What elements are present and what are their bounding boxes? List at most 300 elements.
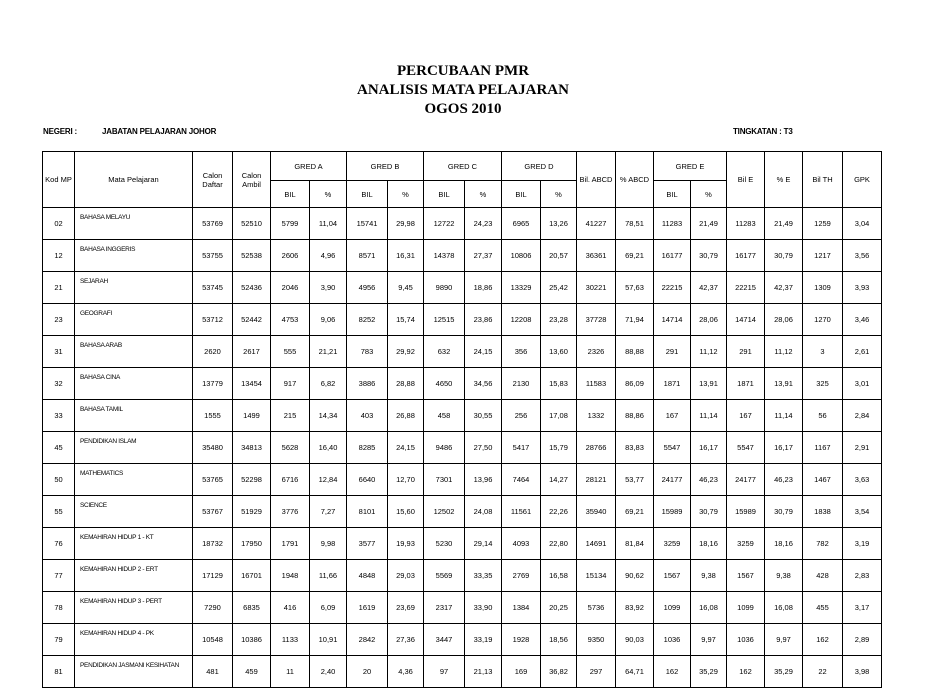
cell-gred-b-pct: 15,74	[388, 304, 424, 336]
cell-bil-e: 1099	[727, 592, 765, 624]
cell-calon-ambil: 52436	[233, 272, 271, 304]
cell-pct-e: 9,97	[765, 624, 803, 656]
title-line-3: OGOS 2010	[424, 101, 502, 117]
cell-bil-th: 22	[803, 656, 843, 688]
cell-gred-e-bil: 24177	[654, 464, 691, 496]
cell-gred-e-bil: 14714	[654, 304, 691, 336]
cell-calon-daftar: 17129	[193, 560, 233, 592]
cell-kod-mp: 55	[43, 496, 75, 528]
cell-gred-e-bil: 22215	[654, 272, 691, 304]
cell-bil-th: 428	[803, 560, 843, 592]
cell-gred-c-pct: 30,55	[465, 400, 502, 432]
cell-gred-c-bil: 458	[424, 400, 465, 432]
cell-calon-daftar: 53765	[193, 464, 233, 496]
cell-gred-a-pct: 16,40	[310, 432, 347, 464]
cell-pct-e: 11,12	[765, 336, 803, 368]
cell-calon-ambil: 459	[233, 656, 271, 688]
cell-gred-a-bil: 555	[271, 336, 310, 368]
cell-gred-a-pct: 3,90	[310, 272, 347, 304]
cell-bil-abcd: 11583	[577, 368, 616, 400]
cell-calon-ambil: 52538	[233, 240, 271, 272]
cell-pct-e: 21,49	[765, 208, 803, 240]
cell-bil-e: 11283	[727, 208, 765, 240]
cell-kod-mp: 23	[43, 304, 75, 336]
cell-bil-th: 1167	[803, 432, 843, 464]
cell-kod-mp: 77	[43, 560, 75, 592]
cell-gred-a-bil: 4753	[271, 304, 310, 336]
table-row	[43, 208, 882, 240]
cell-gred-e-bil: 1099	[654, 592, 691, 624]
cell-gpk: 2,89	[843, 624, 882, 656]
cell-bil-th: 455	[803, 592, 843, 624]
cell-gred-a-pct: 7,27	[310, 496, 347, 528]
cell-bil-th: 1309	[803, 272, 843, 304]
cell-bil-th: 1467	[803, 464, 843, 496]
cell-gred-a-pct: 6,82	[310, 368, 347, 400]
cell-calon-daftar: 53745	[193, 272, 233, 304]
cell-bil-e: 291	[727, 336, 765, 368]
cell-gred-c-bil: 14378	[424, 240, 465, 272]
cell-calon-ambil: 51929	[233, 496, 271, 528]
cell-kod-mp: 45	[43, 432, 75, 464]
cell-gred-c-pct: 21,13	[465, 656, 502, 688]
cell-gred-a-bil: 2606	[271, 240, 310, 272]
table-row	[43, 656, 882, 688]
report-title	[0, 62, 926, 119]
cell-gred-c-pct: 24,15	[465, 336, 502, 368]
cell-calon-ambil: 2617	[233, 336, 271, 368]
cell-bil-th: 162	[803, 624, 843, 656]
cell-gred-d-pct: 23,28	[541, 304, 577, 336]
cell-kod-mp: 02	[43, 208, 75, 240]
cell-gred-c-pct: 23,86	[465, 304, 502, 336]
cell-calon-daftar: 481	[193, 656, 233, 688]
table-row	[43, 432, 882, 464]
header-mata-pelajaran: Mata Pelajaran	[75, 152, 193, 208]
title-line-2: ANALISIS MATA PELAJARAN	[357, 82, 569, 98]
header-calon-daftar: Calon Daftar	[193, 152, 233, 208]
cell-mata-pelajaran: PENDIDIKAN JASMANI KESIHATAN	[75, 656, 193, 688]
cell-kod-mp: 78	[43, 592, 75, 624]
cell-gred-b-bil: 8101	[347, 496, 388, 528]
cell-gred-b-pct: 19,93	[388, 528, 424, 560]
cell-gred-d-pct: 16,58	[541, 560, 577, 592]
cell-gred-e-bil: 162	[654, 656, 691, 688]
cell-gred-b-pct: 24,15	[388, 432, 424, 464]
cell-gred-a-bil: 5799	[271, 208, 310, 240]
cell-bil-abcd: 36361	[577, 240, 616, 272]
header-gred-c: GRED C	[424, 152, 502, 181]
cell-gred-d-bil: 4093	[502, 528, 541, 560]
cell-kod-mp: 12	[43, 240, 75, 272]
cell-bil-th: 782	[803, 528, 843, 560]
cell-kod-mp: 32	[43, 368, 75, 400]
cell-calon-ambil: 10386	[233, 624, 271, 656]
cell-mata-pelajaran: SEJARAH	[75, 272, 193, 304]
cell-gred-c-bil: 2317	[424, 592, 465, 624]
header-calon-ambil: Calon Ambil	[233, 152, 271, 208]
cell-gpk: 2,61	[843, 336, 882, 368]
cell-pct-e: 30,79	[765, 240, 803, 272]
cell-gred-c-pct: 29,14	[465, 528, 502, 560]
cell-gred-a-bil: 1791	[271, 528, 310, 560]
cell-gred-e-bil: 1036	[654, 624, 691, 656]
cell-gred-a-bil: 6716	[271, 464, 310, 496]
cell-gred-a-pct: 11,04	[310, 208, 347, 240]
cell-pct-abcd: 57,63	[616, 272, 654, 304]
cell-gred-e-pct: 30,79	[691, 240, 727, 272]
cell-mata-pelajaran: GEOGRAFI	[75, 304, 193, 336]
cell-gred-a-bil: 1948	[271, 560, 310, 592]
cell-mata-pelajaran: BAHASA CINA	[75, 368, 193, 400]
cell-gred-b-pct: 29,92	[388, 336, 424, 368]
table-row	[43, 560, 882, 592]
cell-calon-daftar: 18732	[193, 528, 233, 560]
cell-bil-e: 14714	[727, 304, 765, 336]
cell-gred-a-bil: 3776	[271, 496, 310, 528]
subheader-pct: %	[541, 181, 577, 208]
cell-mata-pelajaran: BAHASA TAMIL	[75, 400, 193, 432]
cell-calon-daftar: 1555	[193, 400, 233, 432]
cell-gred-a-pct: 2,40	[310, 656, 347, 688]
cell-gred-d-bil: 2769	[502, 560, 541, 592]
cell-gred-e-bil: 3259	[654, 528, 691, 560]
cell-gred-a-bil: 917	[271, 368, 310, 400]
cell-gred-b-bil: 20	[347, 656, 388, 688]
cell-gpk: 2,91	[843, 432, 882, 464]
cell-gred-b-bil: 3577	[347, 528, 388, 560]
cell-gred-b-bil: 8252	[347, 304, 388, 336]
cell-pct-abcd: 83,83	[616, 432, 654, 464]
cell-pct-e: 11,14	[765, 400, 803, 432]
negeri-value: JABATAN PELAJARAN JOHOR	[102, 127, 217, 136]
cell-gred-a-bil: 11	[271, 656, 310, 688]
cell-calon-ambil: 1499	[233, 400, 271, 432]
cell-gred-c-bil: 4650	[424, 368, 465, 400]
cell-pct-abcd: 83,92	[616, 592, 654, 624]
cell-gred-e-bil: 167	[654, 400, 691, 432]
cell-gred-c-pct: 18,86	[465, 272, 502, 304]
cell-calon-ambil: 6835	[233, 592, 271, 624]
cell-gred-c-bil: 9890	[424, 272, 465, 304]
cell-gred-b-pct: 27,36	[388, 624, 424, 656]
tingkatan-label: TINGKATAN : T3	[733, 127, 793, 136]
cell-gred-b-pct: 9,45	[388, 272, 424, 304]
cell-gpk: 3,93	[843, 272, 882, 304]
cell-pct-abcd: 90,62	[616, 560, 654, 592]
cell-gred-a-pct: 11,66	[310, 560, 347, 592]
cell-gred-b-pct: 28,88	[388, 368, 424, 400]
table-row	[43, 272, 882, 304]
cell-calon-ambil: 16701	[233, 560, 271, 592]
cell-kod-mp: 31	[43, 336, 75, 368]
cell-bil-th: 1217	[803, 240, 843, 272]
cell-gred-d-pct: 17,08	[541, 400, 577, 432]
cell-gred-b-bil: 8571	[347, 240, 388, 272]
cell-gred-a-bil: 5628	[271, 432, 310, 464]
cell-gred-c-pct: 33,19	[465, 624, 502, 656]
cell-gpk: 3,19	[843, 528, 882, 560]
subheader-bil: BIL	[271, 181, 310, 208]
cell-gred-a-bil: 2046	[271, 272, 310, 304]
cell-gred-e-pct: 11,12	[691, 336, 727, 368]
cell-gpk: 3,98	[843, 656, 882, 688]
cell-gpk: 2,84	[843, 400, 882, 432]
cell-bil-th: 3	[803, 336, 843, 368]
cell-gred-a-pct: 9,06	[310, 304, 347, 336]
cell-calon-daftar: 2620	[193, 336, 233, 368]
table-row	[43, 336, 882, 368]
cell-gred-a-pct: 10,91	[310, 624, 347, 656]
cell-gred-c-pct: 13,96	[465, 464, 502, 496]
cell-gred-d-bil: 5417	[502, 432, 541, 464]
cell-gred-d-bil: 1928	[502, 624, 541, 656]
cell-gred-d-bil: 356	[502, 336, 541, 368]
cell-gred-b-pct: 26,88	[388, 400, 424, 432]
table-row	[43, 624, 882, 656]
cell-gred-a-pct: 14,34	[310, 400, 347, 432]
cell-pct-e: 46,23	[765, 464, 803, 496]
cell-pct-abcd: 78,51	[616, 208, 654, 240]
cell-gred-b-bil: 15741	[347, 208, 388, 240]
cell-gred-e-bil: 291	[654, 336, 691, 368]
header-gred-d: GRED D	[502, 152, 577, 181]
cell-pct-e: 18,16	[765, 528, 803, 560]
cell-gred-b-pct: 12,70	[388, 464, 424, 496]
table-row	[43, 240, 882, 272]
cell-pct-abcd: 69,21	[616, 496, 654, 528]
cell-pct-abcd: 71,94	[616, 304, 654, 336]
cell-kod-mp: 33	[43, 400, 75, 432]
header-pct-e: % E	[765, 152, 803, 208]
cell-gred-c-bil: 12722	[424, 208, 465, 240]
title-line-1: PERCUBAAN PMR	[396, 63, 530, 79]
cell-bil-th: 1270	[803, 304, 843, 336]
cell-bil-th: 1259	[803, 208, 843, 240]
cell-gred-c-bil: 9486	[424, 432, 465, 464]
subheader-pct: %	[388, 181, 424, 208]
cell-gred-d-pct: 15,79	[541, 432, 577, 464]
cell-kod-mp: 76	[43, 528, 75, 560]
cell-pct-abcd: 88,88	[616, 336, 654, 368]
cell-gred-a-bil: 416	[271, 592, 310, 624]
cell-pct-abcd: 69,21	[616, 240, 654, 272]
cell-mata-pelajaran: BAHASA MELAYU	[75, 208, 193, 240]
subheader-bil: BIL	[424, 181, 465, 208]
cell-gred-d-pct: 13,60	[541, 336, 577, 368]
cell-pct-e: 42,37	[765, 272, 803, 304]
cell-gred-d-bil: 6965	[502, 208, 541, 240]
cell-gpk: 3,46	[843, 304, 882, 336]
cell-gred-e-bil: 1567	[654, 560, 691, 592]
cell-gred-d-bil: 256	[502, 400, 541, 432]
cell-bil-e: 167	[727, 400, 765, 432]
cell-bil-abcd: 297	[577, 656, 616, 688]
cell-bil-e: 162	[727, 656, 765, 688]
cell-gred-c-bil: 12515	[424, 304, 465, 336]
cell-kod-mp: 21	[43, 272, 75, 304]
cell-gpk: 3,17	[843, 592, 882, 624]
cell-calon-ambil: 52442	[233, 304, 271, 336]
cell-bil-abcd: 14691	[577, 528, 616, 560]
cell-gred-d-pct: 13,26	[541, 208, 577, 240]
cell-gred-e-pct: 30,79	[691, 496, 727, 528]
cell-gred-d-bil: 12208	[502, 304, 541, 336]
cell-gred-e-pct: 46,23	[691, 464, 727, 496]
table-body	[43, 208, 882, 688]
cell-gred-e-pct: 16,08	[691, 592, 727, 624]
cell-gpk: 3,01	[843, 368, 882, 400]
cell-pct-abcd: 86,09	[616, 368, 654, 400]
table-row	[43, 368, 882, 400]
cell-bil-e: 1567	[727, 560, 765, 592]
cell-gred-c-pct: 33,35	[465, 560, 502, 592]
cell-bil-e: 5547	[727, 432, 765, 464]
cell-bil-e: 1871	[727, 368, 765, 400]
cell-pct-abcd: 64,71	[616, 656, 654, 688]
cell-mata-pelajaran: KEMAHIRAN HIDUP 4 - PK	[75, 624, 193, 656]
cell-gred-c-bil: 632	[424, 336, 465, 368]
cell-gred-d-pct: 36,82	[541, 656, 577, 688]
cell-gpk: 3,04	[843, 208, 882, 240]
cell-gred-b-bil: 4848	[347, 560, 388, 592]
cell-calon-ambil: 52510	[233, 208, 271, 240]
cell-kod-mp: 81	[43, 656, 75, 688]
header-gred-e: GRED E	[654, 152, 727, 181]
cell-bil-abcd: 5736	[577, 592, 616, 624]
cell-gred-d-bil: 1384	[502, 592, 541, 624]
cell-gred-d-bil: 169	[502, 656, 541, 688]
cell-calon-daftar: 53755	[193, 240, 233, 272]
cell-gpk: 3,63	[843, 464, 882, 496]
cell-gred-b-bil: 1619	[347, 592, 388, 624]
cell-gred-d-pct: 18,56	[541, 624, 577, 656]
cell-calon-daftar: 53769	[193, 208, 233, 240]
header-bil-th: Bil TH	[803, 152, 843, 208]
subheader-bil: BIL	[347, 181, 388, 208]
cell-gpk: 2,83	[843, 560, 882, 592]
cell-gred-b-pct: 16,31	[388, 240, 424, 272]
cell-gred-d-pct: 22,26	[541, 496, 577, 528]
cell-mata-pelajaran: KEMAHIRAN HIDUP 1 - KT	[75, 528, 193, 560]
cell-gred-a-pct: 21,21	[310, 336, 347, 368]
cell-gred-a-pct: 9,98	[310, 528, 347, 560]
cell-bil-abcd: 35940	[577, 496, 616, 528]
cell-gred-b-bil: 4956	[347, 272, 388, 304]
cell-gred-e-bil: 5547	[654, 432, 691, 464]
cell-mata-pelajaran: KEMAHIRAN HIDUP 3 - PERT	[75, 592, 193, 624]
header-bil-abcd: Bil. ABCD	[577, 152, 616, 208]
cell-gpk: 3,54	[843, 496, 882, 528]
cell-gred-a-bil: 215	[271, 400, 310, 432]
cell-gred-c-bil: 12502	[424, 496, 465, 528]
subheader-bil: BIL	[502, 181, 541, 208]
cell-calon-ambil: 34813	[233, 432, 271, 464]
cell-gred-e-bil: 15989	[654, 496, 691, 528]
cell-calon-daftar: 53767	[193, 496, 233, 528]
header-gpk: GPK	[843, 152, 882, 208]
cell-bil-e: 16177	[727, 240, 765, 272]
cell-gred-b-bil: 2842	[347, 624, 388, 656]
cell-mata-pelajaran: MATHEMATICS	[75, 464, 193, 496]
cell-gred-e-bil: 1871	[654, 368, 691, 400]
cell-mata-pelajaran: KEMAHIRAN HIDUP 2 - ERT	[75, 560, 193, 592]
subheader-pct: %	[465, 181, 502, 208]
cell-gred-e-pct: 16,17	[691, 432, 727, 464]
analysis-table	[42, 151, 882, 688]
cell-bil-abcd: 30221	[577, 272, 616, 304]
cell-mata-pelajaran: BAHASA INGGERIS	[75, 240, 193, 272]
subheader-pct: %	[310, 181, 347, 208]
cell-gred-d-pct: 22,80	[541, 528, 577, 560]
cell-bil-abcd: 28121	[577, 464, 616, 496]
cell-gred-b-pct: 23,69	[388, 592, 424, 624]
cell-pct-abcd: 81,84	[616, 528, 654, 560]
cell-bil-e: 1036	[727, 624, 765, 656]
cell-gred-c-bil: 7301	[424, 464, 465, 496]
cell-gred-c-bil: 97	[424, 656, 465, 688]
cell-bil-abcd: 15134	[577, 560, 616, 592]
cell-gred-e-bil: 16177	[654, 240, 691, 272]
cell-kod-mp: 79	[43, 624, 75, 656]
cell-gred-c-bil: 5230	[424, 528, 465, 560]
cell-gred-b-pct: 29,98	[388, 208, 424, 240]
cell-calon-ambil: 52298	[233, 464, 271, 496]
cell-bil-th: 1838	[803, 496, 843, 528]
cell-gred-b-pct: 15,60	[388, 496, 424, 528]
table-row	[43, 496, 882, 528]
cell-gred-d-bil: 13329	[502, 272, 541, 304]
cell-pct-e: 35,29	[765, 656, 803, 688]
cell-gred-e-pct: 11,14	[691, 400, 727, 432]
cell-gred-d-bil: 10806	[502, 240, 541, 272]
cell-bil-abcd: 41227	[577, 208, 616, 240]
negeri-label: NEGERI :	[43, 127, 77, 136]
cell-pct-e: 9,38	[765, 560, 803, 592]
cell-mata-pelajaran: PENDIDIKAN ISLAM	[75, 432, 193, 464]
cell-pct-abcd: 88,86	[616, 400, 654, 432]
cell-gred-b-bil: 3886	[347, 368, 388, 400]
cell-gred-d-pct: 15,83	[541, 368, 577, 400]
cell-gred-c-bil: 3447	[424, 624, 465, 656]
cell-mata-pelajaran: BAHASA ARAB	[75, 336, 193, 368]
cell-bil-e: 22215	[727, 272, 765, 304]
cell-gred-e-bil: 11283	[654, 208, 691, 240]
cell-gpk: 3,56	[843, 240, 882, 272]
cell-gred-b-bil: 783	[347, 336, 388, 368]
cell-gred-e-pct: 18,16	[691, 528, 727, 560]
table-row	[43, 464, 882, 496]
cell-gred-e-pct: 28,06	[691, 304, 727, 336]
cell-kod-mp: 50	[43, 464, 75, 496]
cell-gred-e-pct: 21,49	[691, 208, 727, 240]
cell-gred-d-bil: 7464	[502, 464, 541, 496]
cell-gred-a-pct: 4,96	[310, 240, 347, 272]
cell-pct-e: 13,91	[765, 368, 803, 400]
cell-gred-c-pct: 33,90	[465, 592, 502, 624]
table-row	[43, 304, 882, 336]
cell-bil-abcd: 9350	[577, 624, 616, 656]
cell-pct-e: 30,79	[765, 496, 803, 528]
cell-pct-abcd: 53,77	[616, 464, 654, 496]
cell-calon-daftar: 7290	[193, 592, 233, 624]
cell-gred-e-pct: 13,91	[691, 368, 727, 400]
cell-bil-abcd: 37728	[577, 304, 616, 336]
cell-calon-ambil: 17950	[233, 528, 271, 560]
cell-pct-e: 28,06	[765, 304, 803, 336]
cell-gred-b-bil: 6640	[347, 464, 388, 496]
cell-gred-d-bil: 2130	[502, 368, 541, 400]
